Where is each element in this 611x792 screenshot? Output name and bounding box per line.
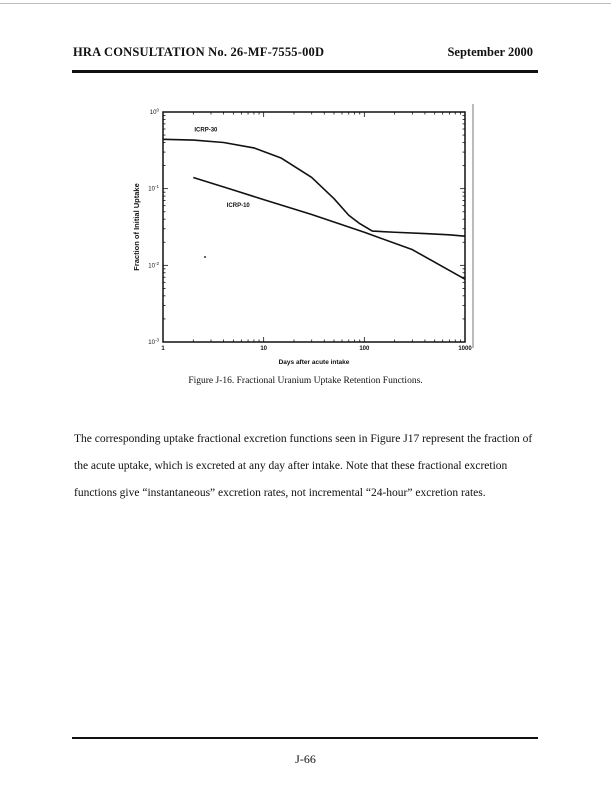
paragraph-text: The corresponding uptake fractional excretion functions seen in Figure J17 represent the fraction of the acute uptake, which is excreted at any day after intake. Note that these fractional excretion functions give “instantaneous” excretion rates, not incremental “24-hour” excretion rates.: [74, 433, 533, 499]
y-tick-base: 10: [148, 186, 155, 193]
y-tick-base: 10: [149, 110, 157, 116]
y-tick-base: 10: [148, 340, 155, 346]
minor-ticks: [163, 112, 465, 342]
page-number: J-66: [295, 752, 316, 766]
y-tick-exponent: -2: [154, 260, 159, 266]
document-date: September 2000: [447, 45, 533, 59]
body-paragraph: [74, 426, 544, 507]
x-tick-label: 1: [161, 346, 165, 352]
major-ticks: [163, 112, 465, 342]
plot-frame: [163, 112, 465, 342]
y-axis-label: Fraction of Initial Uptake: [132, 183, 141, 271]
x-tick-label: 10: [260, 346, 268, 352]
x-tick-label: 1000: [458, 346, 472, 352]
top-edge-rule: [0, 3, 611, 4]
y-tick-base: 10: [148, 263, 155, 270]
x-axis-label: Days after acute intake: [278, 359, 350, 366]
curve-annotation: ICRP-30: [194, 127, 218, 134]
y-tick-exponent: -1: [154, 184, 159, 190]
x-tick-labels: [161, 346, 472, 352]
series-layer: [163, 139, 465, 279]
y-tick-exponent: 0: [156, 107, 159, 113]
y-tick-labels: [148, 108, 159, 347]
annotation-layer: [194, 127, 250, 208]
document-title: HRA CONSULTATION No. 26-MF-7555-00D: [73, 45, 325, 59]
curve-annotation: ICRP-10: [226, 202, 250, 209]
figure-caption: Figure J-16. Fractional Uranium Uptake Retention Functions.: [188, 376, 423, 386]
y-tick-exponent: -3: [154, 337, 159, 343]
y-tick-label: [148, 261, 159, 270]
y-tick-label: [150, 108, 160, 117]
series-line-icrp-30: [163, 139, 465, 236]
y-tick-label: [148, 184, 159, 193]
retention-chart: [125, 100, 485, 370]
scan-speck: [204, 256, 206, 258]
footer-rule: [72, 737, 538, 739]
header-rule: [72, 70, 538, 73]
y-tick-label: [148, 338, 159, 347]
x-tick-label: 100: [359, 346, 370, 352]
series-line-icrp-10: [193, 177, 465, 279]
